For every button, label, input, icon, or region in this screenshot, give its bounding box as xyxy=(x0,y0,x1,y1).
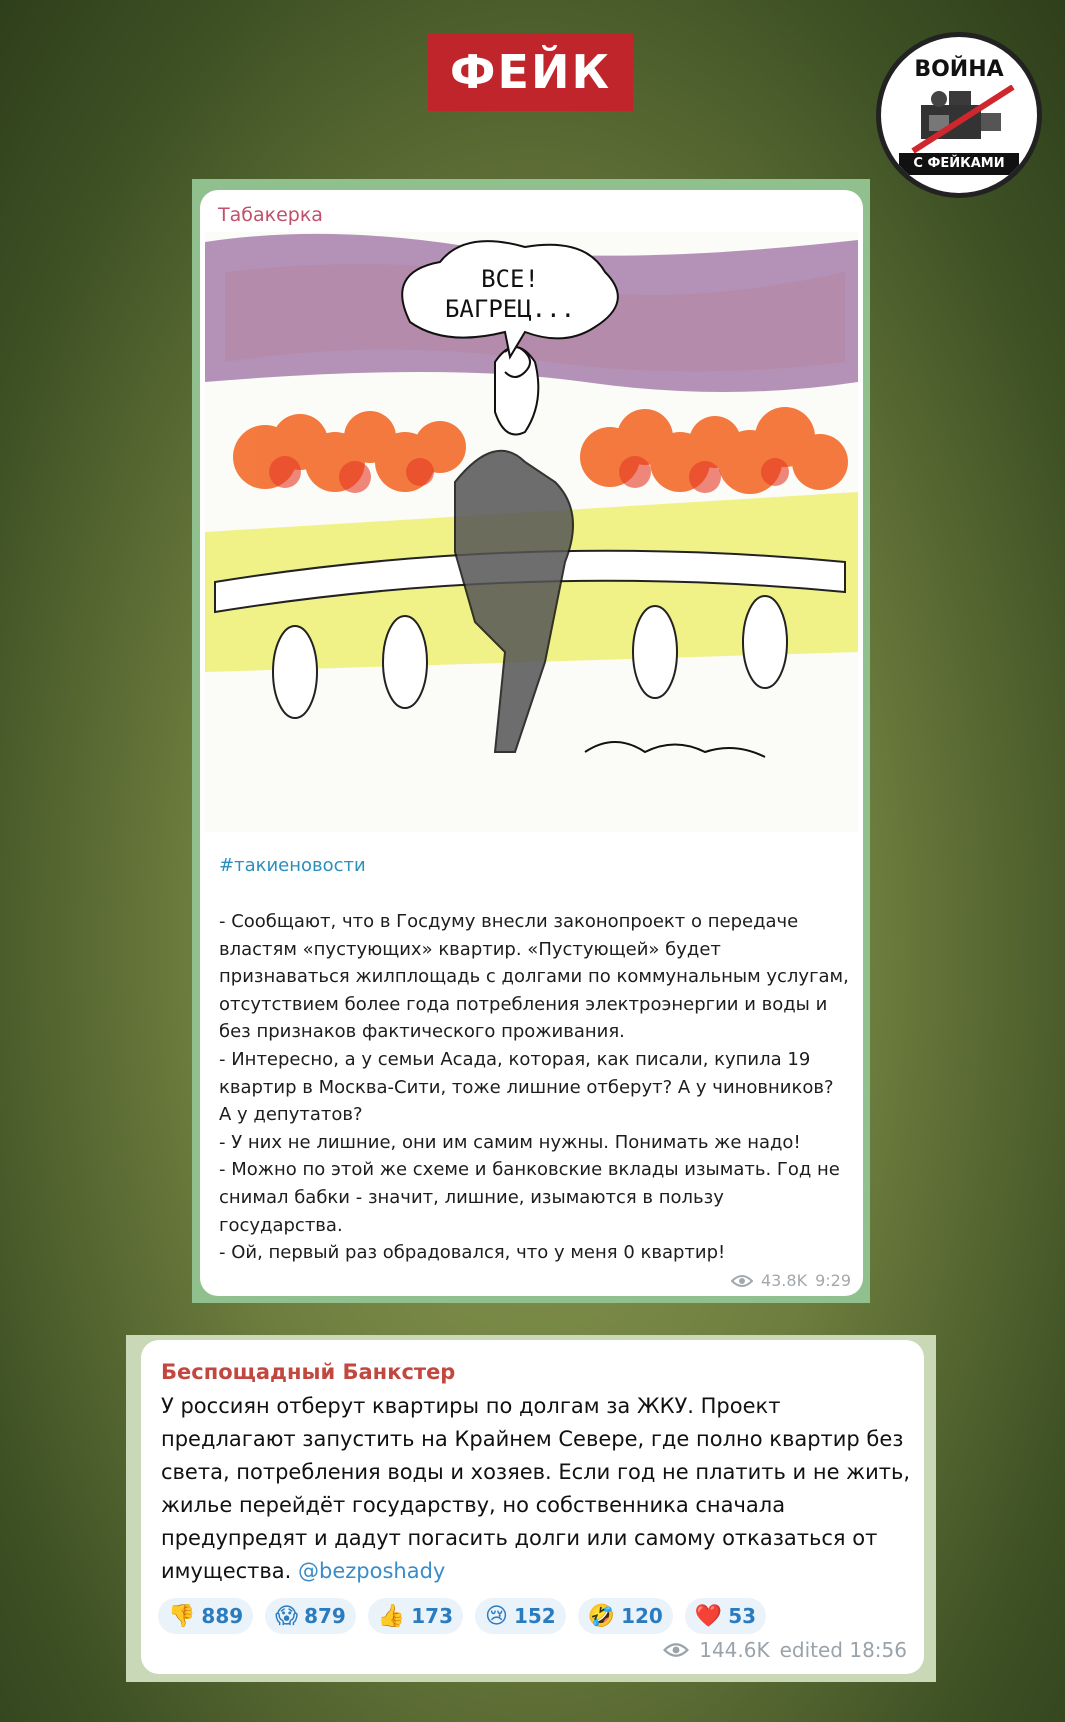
post2-body: У россиян отберут квартиры по долгам за ЖКУ. Проект предлагают запустить на Крайнем Севере, где полно квартир без света, потребления воды и хозяев. Если год не платить и не жить, жилье перейдёт государству, но собственника сначала предупредят и дадут погасить долги или самому отказаться от имущества. xyxy=(161,1394,911,1583)
post2-channel-name[interactable]: Беспощадный Банкстер xyxy=(161,1360,456,1384)
views-eye-icon xyxy=(663,1642,689,1658)
reaction-scream[interactable] xyxy=(265,1598,356,1634)
post1-paragraph: - Сообщают, что в Госдуму внесли законопроект о передаче властям «пустующих» квартир. «Пустующей» будет признаваться жилплощадь с долгами по коммунальным услугам, отсутствием более года потребления электроэнергии и воды и без признаков фактического проживания. xyxy=(219,911,849,1043)
logo-bottom-text: С ФЕЙКАМИ xyxy=(899,153,1019,175)
post1-paragraph: - Ой, первый раз обрадовался, что у меня 0 квартир! xyxy=(219,1242,726,1264)
reaction-count: 879 xyxy=(304,1604,346,1628)
post1-views: 43.8K xyxy=(760,1271,808,1290)
camera-icon xyxy=(909,85,1019,155)
views-eye-icon xyxy=(731,1274,753,1288)
reaction-count: 889 xyxy=(201,1604,244,1628)
reaction-thumbs-up[interactable] xyxy=(368,1598,463,1634)
reaction-count: 152 xyxy=(513,1604,556,1628)
reaction-thumbs-down[interactable] xyxy=(158,1598,253,1634)
post1-time: 9:29 xyxy=(815,1271,851,1290)
reaction-crying[interactable] xyxy=(475,1598,566,1634)
post2-text xyxy=(161,1390,921,1588)
reaction-count: 53 xyxy=(728,1604,757,1628)
post2-edited-time: edited 18:56 xyxy=(779,1638,907,1662)
post1-channel-name[interactable]: Табакерка xyxy=(218,204,323,226)
crying-face-icon: 😢 xyxy=(485,1603,508,1629)
thumbs-down-icon: 👎 xyxy=(168,1603,196,1629)
post1-paragraph: - Интересно, а у семьи Асада, которая, как писали, купила 19 квартир в Москва-Сити, тоже лишние отберут? А у чиновников? А у депутатов? xyxy=(219,1048,834,1126)
post1-paragraph: - Можно по этой же схеме и банковские вклады изымать. Год не снимал бабки - значит, лишние, изымаются в пользу государства. xyxy=(219,1159,840,1236)
post1-text xyxy=(219,908,849,1267)
post2-meta xyxy=(663,1638,907,1662)
scream-face-icon: 😱 xyxy=(275,1603,299,1629)
fake-badge: ФЕЙК xyxy=(428,33,633,111)
reaction-rofl[interactable] xyxy=(578,1598,673,1634)
post1-meta xyxy=(731,1271,851,1290)
thumbs-up-icon: 👍 xyxy=(377,1603,406,1629)
voyna-s-feykami-logo xyxy=(876,32,1042,198)
reaction-count: 120 xyxy=(621,1604,663,1628)
logo-top-text: ВОЙНА xyxy=(914,57,1004,82)
cartoon-image xyxy=(205,232,858,832)
post2-mention-link[interactable]: @bezposhady xyxy=(298,1559,446,1583)
post1-paragraph: - У них не лишние, они им самим нужны. Понимать же надо! xyxy=(219,1131,801,1153)
speech-line2: БАГРЕЦ... xyxy=(444,295,576,323)
reaction-heart[interactable] xyxy=(685,1598,766,1634)
speech-line1: ВСЕ! xyxy=(481,265,539,293)
heart-icon: ❤️ xyxy=(694,1603,723,1629)
post2-views: 144.6K xyxy=(699,1638,770,1662)
reaction-count: 173 xyxy=(411,1604,453,1628)
post1-hashtag[interactable]: #такиеновости xyxy=(219,855,366,876)
reactions-bar xyxy=(158,1598,766,1634)
rofl-face-icon: 🤣 xyxy=(587,1603,616,1629)
